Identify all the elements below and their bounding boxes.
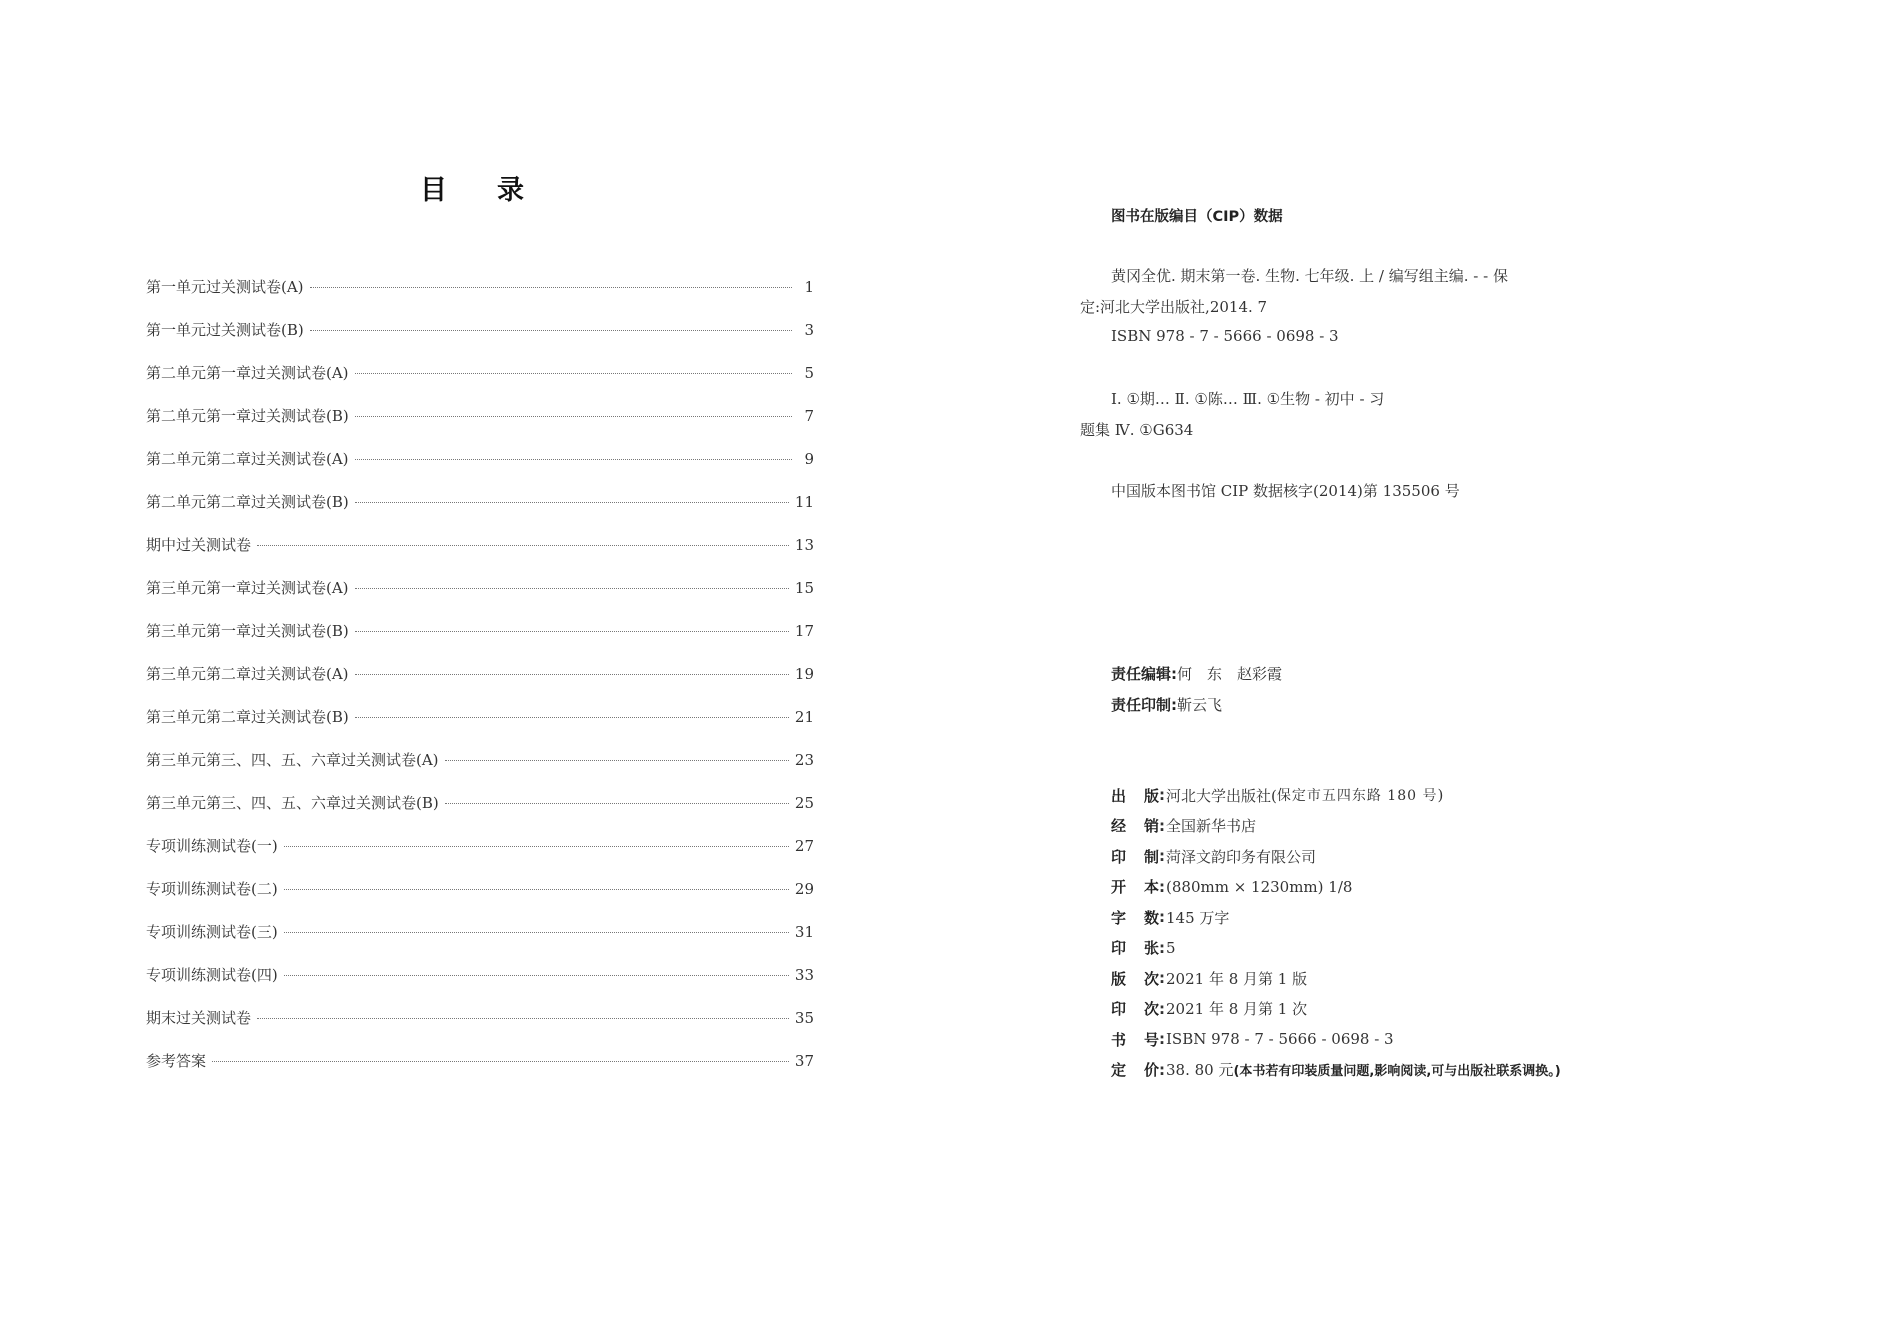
publication-row [1111, 902, 1671, 933]
toc-item-page: 31 [794, 923, 814, 941]
publication-label-char: 张 [1143, 939, 1159, 958]
toc-item-page: 27 [794, 837, 814, 855]
cip-heading: 图书在版编目（CIP）数据 [1111, 209, 1283, 225]
toc-item-page: 3 [804, 321, 814, 339]
toc-item-label: 参考答案 [146, 1052, 207, 1070]
toc-item [146, 1050, 814, 1093]
toc-item-page: 23 [794, 751, 814, 769]
publication-row [1111, 963, 1671, 994]
responsible-editor-row [1111, 658, 1511, 689]
publication-label [1111, 968, 1159, 989]
toc-item-label: 专项训练测试卷(四) [146, 966, 278, 984]
publication-label-char: 销 [1143, 817, 1159, 836]
toc-item-label: 期末过关测试卷 [146, 1009, 252, 1027]
toc-item-page: 7 [804, 407, 814, 425]
publication-separator: : [1159, 1030, 1165, 1049]
toc-item-page: 21 [794, 708, 814, 726]
publication-info [1111, 780, 1671, 1085]
toc-dot-leader [284, 975, 789, 976]
toc-item [146, 663, 814, 706]
toc-item-page: 1 [804, 278, 814, 296]
toc-item-label: 第二单元第二章过关测试卷(B) [146, 493, 349, 511]
toc-item-label: 第三单元第三、四、五、六章过关测试卷(B) [146, 794, 439, 812]
toc-dot-leader [257, 1018, 789, 1019]
responsible-editor-label: 责任编辑: [1111, 665, 1177, 683]
toc-item [146, 491, 814, 534]
cip-classification-2: 题集 Ⅳ. ①G634 [1080, 421, 1194, 439]
publication-label [1111, 1029, 1159, 1050]
publication-value: 河北大学出版社( [1166, 786, 1277, 805]
publication-row [1111, 1055, 1671, 1086]
publication-label-char: 号 [1143, 1030, 1159, 1049]
publication-label-char: 经 [1111, 817, 1127, 836]
publication-value: 145 万字 [1166, 908, 1230, 927]
toc-dot-leader [310, 287, 792, 288]
toc-item [146, 921, 814, 964]
publication-label-char: 价 [1143, 1061, 1159, 1080]
toc-item-page: 19 [794, 665, 814, 683]
toc-dot-leader [257, 545, 789, 546]
publication-separator: : [1159, 999, 1165, 1018]
toc-item-label: 第三单元第二章过关测试卷(B) [146, 708, 349, 726]
toc-item-label: 第二单元第一章过关测试卷(A) [146, 364, 349, 382]
cip-record-number: 中国版本图书馆 CIP 数据核字(2014)第 135506 号 [1111, 482, 1460, 500]
toc-title: 目录 [420, 175, 574, 206]
toc-item [146, 362, 814, 405]
toc-item [146, 878, 814, 921]
toc-item [146, 405, 814, 448]
publication-separator: : [1159, 816, 1165, 835]
publication-row [1111, 1024, 1671, 1055]
toc-item-page: 37 [794, 1052, 814, 1070]
toc-dot-leader [355, 588, 789, 589]
publication-label-char: 字 [1111, 908, 1127, 927]
toc-dot-leader [445, 803, 789, 804]
publication-label-char: 版 [1143, 786, 1159, 805]
toc-dot-leader [355, 373, 792, 374]
toc-item-page: 9 [804, 450, 814, 468]
toc-item [146, 706, 814, 749]
toc-dot-leader [284, 846, 789, 847]
publication-separator: : [1159, 969, 1165, 988]
toc-dot-leader [310, 330, 792, 331]
publication-label [1111, 998, 1159, 1019]
toc-item-page: 35 [794, 1009, 814, 1027]
toc-item-page: 15 [794, 579, 814, 597]
toc-item-label: 第二单元第二章过关测试卷(A) [146, 450, 349, 468]
publication-separator: : [1159, 938, 1165, 957]
toc-dot-leader [284, 889, 789, 890]
publication-row [1111, 994, 1671, 1025]
publication-label-char: 数 [1143, 908, 1159, 927]
toc-item-label: 第三单元第一章过关测试卷(B) [146, 622, 349, 640]
publication-value-tail: ) [1437, 786, 1444, 805]
publication-label-char: 次 [1143, 969, 1159, 988]
publication-label [1111, 785, 1159, 806]
toc-dot-leader [355, 416, 792, 417]
publication-label [1111, 1059, 1159, 1080]
toc-item-label: 第一单元过关测试卷(B) [146, 321, 304, 339]
toc-item-label: 第三单元第二章过关测试卷(A) [146, 665, 349, 683]
toc-item-label: 专项训练测试卷(二) [146, 880, 278, 898]
publication-label-char: 本 [1143, 878, 1159, 897]
toc-item-label: 第三单元第三、四、五、六章过关测试卷(A) [146, 751, 439, 769]
publication-label [1111, 846, 1159, 867]
toc-item-label: 第三单元第一章过关测试卷(A) [146, 579, 349, 597]
toc-dot-leader [445, 760, 789, 761]
responsible-printing-label: 责任印制: [1111, 696, 1177, 714]
cip-isbn: ISBN 978 - 7 - 5666 - 0698 - 3 [1111, 327, 1339, 345]
publication-label-char: 印 [1111, 1000, 1127, 1019]
publication-label-char: 书 [1111, 1030, 1127, 1049]
toc-item-label: 第二单元第一章过关测试卷(B) [146, 407, 349, 425]
publication-value: (880mm × 1230mm) 1/8 [1166, 877, 1353, 896]
toc-item [146, 319, 814, 362]
toc-item [146, 964, 814, 1007]
publication-label [1111, 876, 1159, 897]
publication-row [1111, 841, 1671, 872]
publication-separator: : [1159, 908, 1165, 927]
toc-item-label: 专项训练测试卷(三) [146, 923, 278, 941]
toc-dot-leader [212, 1061, 789, 1062]
toc-list [146, 276, 814, 1093]
publication-label-char: 开 [1111, 878, 1127, 897]
publication-value: 全国新华书店 [1166, 817, 1257, 836]
publication-value: 2021 年 8 月第 1 版 [1166, 969, 1308, 988]
responsible-printing-row [1111, 689, 1511, 720]
toc-item-page: 13 [794, 536, 814, 554]
publication-row [1111, 933, 1671, 964]
publication-label-char: 印 [1111, 939, 1127, 958]
toc-item-page: 25 [794, 794, 814, 812]
publication-value: 2021 年 8 月第 1 次 [1166, 1000, 1308, 1019]
publication-value: 菏泽文韵印务有限公司 [1166, 847, 1317, 866]
toc-item-label: 期中过关测试卷 [146, 536, 252, 554]
publication-label [1111, 937, 1159, 958]
publication-value: 38. 80 元 [1166, 1061, 1234, 1080]
publication-row [1111, 811, 1671, 842]
toc-item [146, 835, 814, 878]
toc-item [146, 276, 814, 319]
publication-label-char: 制 [1143, 847, 1159, 866]
toc-dot-leader [355, 631, 789, 632]
cip-line-1: 黄冈全优. 期末第一卷. 生物. 七年级. 上 / 编写组主编. - - 保 [1111, 267, 1508, 285]
toc-dot-leader [355, 502, 789, 503]
publication-label [1111, 815, 1159, 836]
publication-separator: : [1159, 1060, 1165, 1079]
toc-item-page: 29 [794, 880, 814, 898]
toc-item [146, 448, 814, 491]
publisher-address: 保定市五四东路 180 号 [1276, 788, 1438, 805]
toc-dot-leader [284, 932, 789, 933]
publication-row [1111, 872, 1671, 903]
toc-dot-leader [355, 459, 792, 460]
toc-item [146, 577, 814, 620]
publication-separator: : [1159, 847, 1165, 866]
publication-label-char: 次 [1143, 1000, 1159, 1019]
publication-label-char: 印 [1111, 847, 1127, 866]
responsible-printing-value: 靳云飞 [1177, 696, 1223, 714]
publication-value: 5 [1166, 938, 1176, 957]
cip-line-2: 定:河北大学出版社,2014. 7 [1080, 298, 1268, 316]
toc-item-page: 33 [794, 966, 814, 984]
toc-item-label: 专项训练测试卷(一) [146, 837, 278, 855]
toc-dot-leader [355, 717, 789, 718]
toc-dot-leader [355, 674, 789, 675]
toc-item-page: 17 [794, 622, 814, 640]
toc-item [146, 792, 814, 835]
publication-separator: : [1159, 877, 1165, 896]
cip-classification-1: Ⅰ. ①期… Ⅱ. ①陈… Ⅲ. ①生物 - 初中 - 习 [1111, 390, 1385, 408]
publication-label [1111, 907, 1159, 928]
publication-value: ISBN 978 - 7 - 5666 - 0698 - 3 [1166, 1030, 1394, 1049]
toc-item [146, 620, 814, 663]
toc-item-page: 11 [794, 493, 814, 511]
publication-label-char: 版 [1111, 969, 1127, 988]
toc-item-label: 第一单元过关测试卷(A) [146, 278, 304, 296]
toc-item-page: 5 [804, 364, 814, 382]
toc-item [146, 534, 814, 577]
price-note: (本书若有印装质量问题,影响阅读,可与出版社联系调换。) [1233, 1064, 1561, 1080]
responsible-editor-value: 何 东 赵彩霞 [1177, 665, 1283, 683]
publication-label-char: 出 [1111, 786, 1127, 805]
toc-item [146, 749, 814, 792]
publication-label-char: 定 [1111, 1061, 1127, 1080]
publication-separator: : [1159, 786, 1165, 805]
responsible-staff [1111, 658, 1511, 720]
toc-item [146, 1007, 814, 1050]
publication-row [1111, 780, 1671, 811]
